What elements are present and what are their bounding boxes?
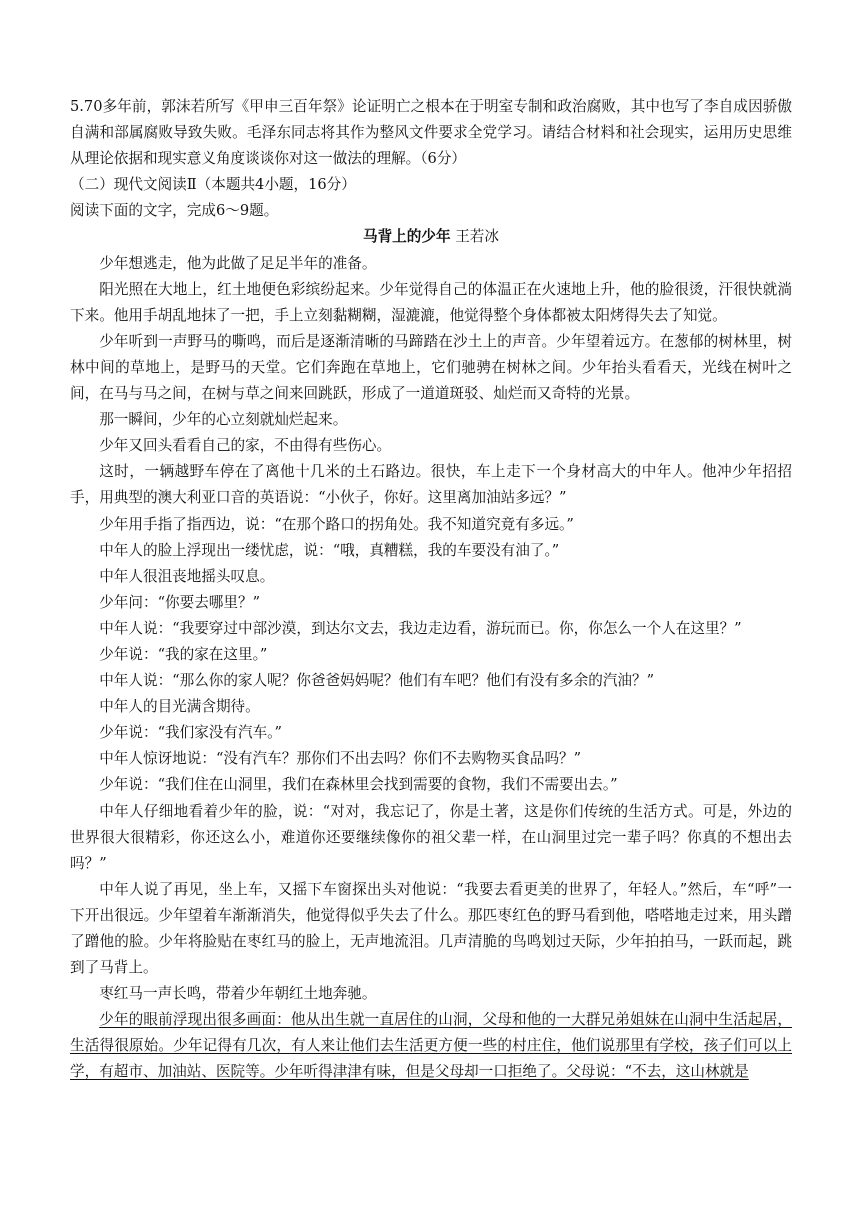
paragraph: 中年人惊讶地说：“没有汽车？那你们不出去吗？你们不去购物买食品吗？” (99, 750, 582, 768)
paragraph: 中年人的目光满含期待。 (99, 698, 260, 716)
paragraph: 少年说：“我的家在这里。” (99, 645, 268, 663)
underlined-paragraph (70, 1007, 792, 1085)
article-author: 王若冰 (455, 228, 499, 246)
reading-instruction: 阅读下面的文字，完成6～9题。 (70, 202, 279, 220)
underlined-text: 少年的眼前浮现出很多画面：他从出生就一直居住的山洞，父母和他的一大群兄弟姐妹在山洞中生活起居，生活得很原始。少年记得有几次，有人来让他们去生活更方便一些的村庄住，他们说那里有学校，孩子们可以上学，有超市、加油站、医院等。少年听得津津有味，但是父母却一口拒绝了。父母说：“不去，这山林就是 (70, 1011, 792, 1081)
paragraph: 这时，一辆越野车停在了离他十几米的土石路边。很快，车上走下一个身材高大的中年人。他冲少年招招手，用典型的澳大利亚口音的英语说：“小伙子，你好。这里离加油站多远？” (70, 463, 792, 507)
paragraph: 中年人说：“我要穿过中部沙漠，到达尔文去，我边走边看，游玩而已。你，你怎么一个人在这里？” (99, 619, 742, 637)
paragraph: 少年听到一声野马的嘶鸣，而后是逐渐清晰的马蹄踏在沙土上的声音。少年望着远方。在葱郁的树林里，树林中间的草地上，是野马的天堂。它们奔跑在草地上，它们驰骋在树林之间。少年抬头看看天，光线在树叶之间，在马与马之间，在树与草之间来回跳跃，形成了一道道斑驳、灿烂而又奇特的光景。 (70, 332, 792, 403)
paragraph: 少年想逃走，他为此做了足足半年的准备。 (99, 254, 377, 272)
paragraph: 少年问：“你要去哪里？” (99, 593, 261, 611)
paragraph: 少年说：“我们住在山洞里，我们在森林里会找到需要的食物，我们不需要出去。” (99, 776, 618, 794)
question-5: 5.70多年前，郭沫若所写《甲申三百年祭》论证明亡之根本在于明室专制和政治腐败，其中也写了李自成因骄傲自满和部属腐败导致失败。毛泽东同志将其作为整风文件要求全党学习。请结合材料和社会现实，运用历史思维从理论依据和现实意义角度谈谈你对这一做法的理解。（6分） (70, 98, 792, 168)
paragraph: 中年人说：“那么你的家人呢？你爸爸妈妈呢？他们有车吧？他们有没有多余的汽油？” (99, 672, 655, 690)
paragraph: 中年人仔细地看着少年的脸，说：“对对，我忘记了，你是土著，这是你们传统的生活方式。可是，外边的世界很大很精彩，你还这么小，难道你还要继续像你的祖父辈一样，在山洞里过完一辈子吗？你真的不想出去吗？” (70, 802, 792, 872)
article-title-line (70, 224, 792, 250)
paragraph: 中年人的脸上浮现出一缕忧虑，说：“哦，真糟糕，我的车要没有油了。” (99, 541, 560, 559)
section-heading: （二）现代文阅读Ⅱ（本题共4小题，16分） (70, 176, 356, 194)
paragraph: 中年人说了再见，坐上车，又摇下车窗探出头对他说：“我要去看更美的世界了，年轻人。”然后，车“呼”一下开出很远。少年望着车渐渐消失，他觉得似乎失去了什么。那匹枣红色的野马看到他，嗒嗒地走过来，用头蹭了蹭他的脸。少年将脸贴在枣红马的脸上，无声地流泪。几声清脆的鸟鸣划过天际，少年拍拍马，一跃而起，跳到了马背上。 (70, 880, 792, 977)
article-title: 马背上的少年 (362, 228, 451, 246)
paragraph: 那一瞬间，少年的心立刻就灿烂起来。 (99, 411, 348, 429)
paragraph: 阳光照在大地上，红土地便色彩缤纷起来。少年觉得自己的体温正在火速地上升，他的脸很烫，汗很快就淌下来。他用手胡乱地抹了一把，手上立刻黏糊糊，湿漉漉，他觉得整个身体都被太阳烤得失去了知觉。 (70, 280, 792, 324)
paragraph: 枣红马一声长鸣，带着少年朝红土地奔驰。 (99, 985, 377, 1003)
paragraph: 少年用手指了指西边，说：“在那个路口的拐角处。我不知道究竟有多远。” (99, 515, 574, 533)
article-body (70, 251, 792, 1086)
paragraph: 中年人很沮丧地摇头叹息。 (99, 567, 275, 585)
paragraph: 少年又回头看看自己的家，不由得有些伤心。 (99, 437, 392, 455)
paragraph: 少年说：“我们家没有汽车。” (99, 724, 282, 742)
